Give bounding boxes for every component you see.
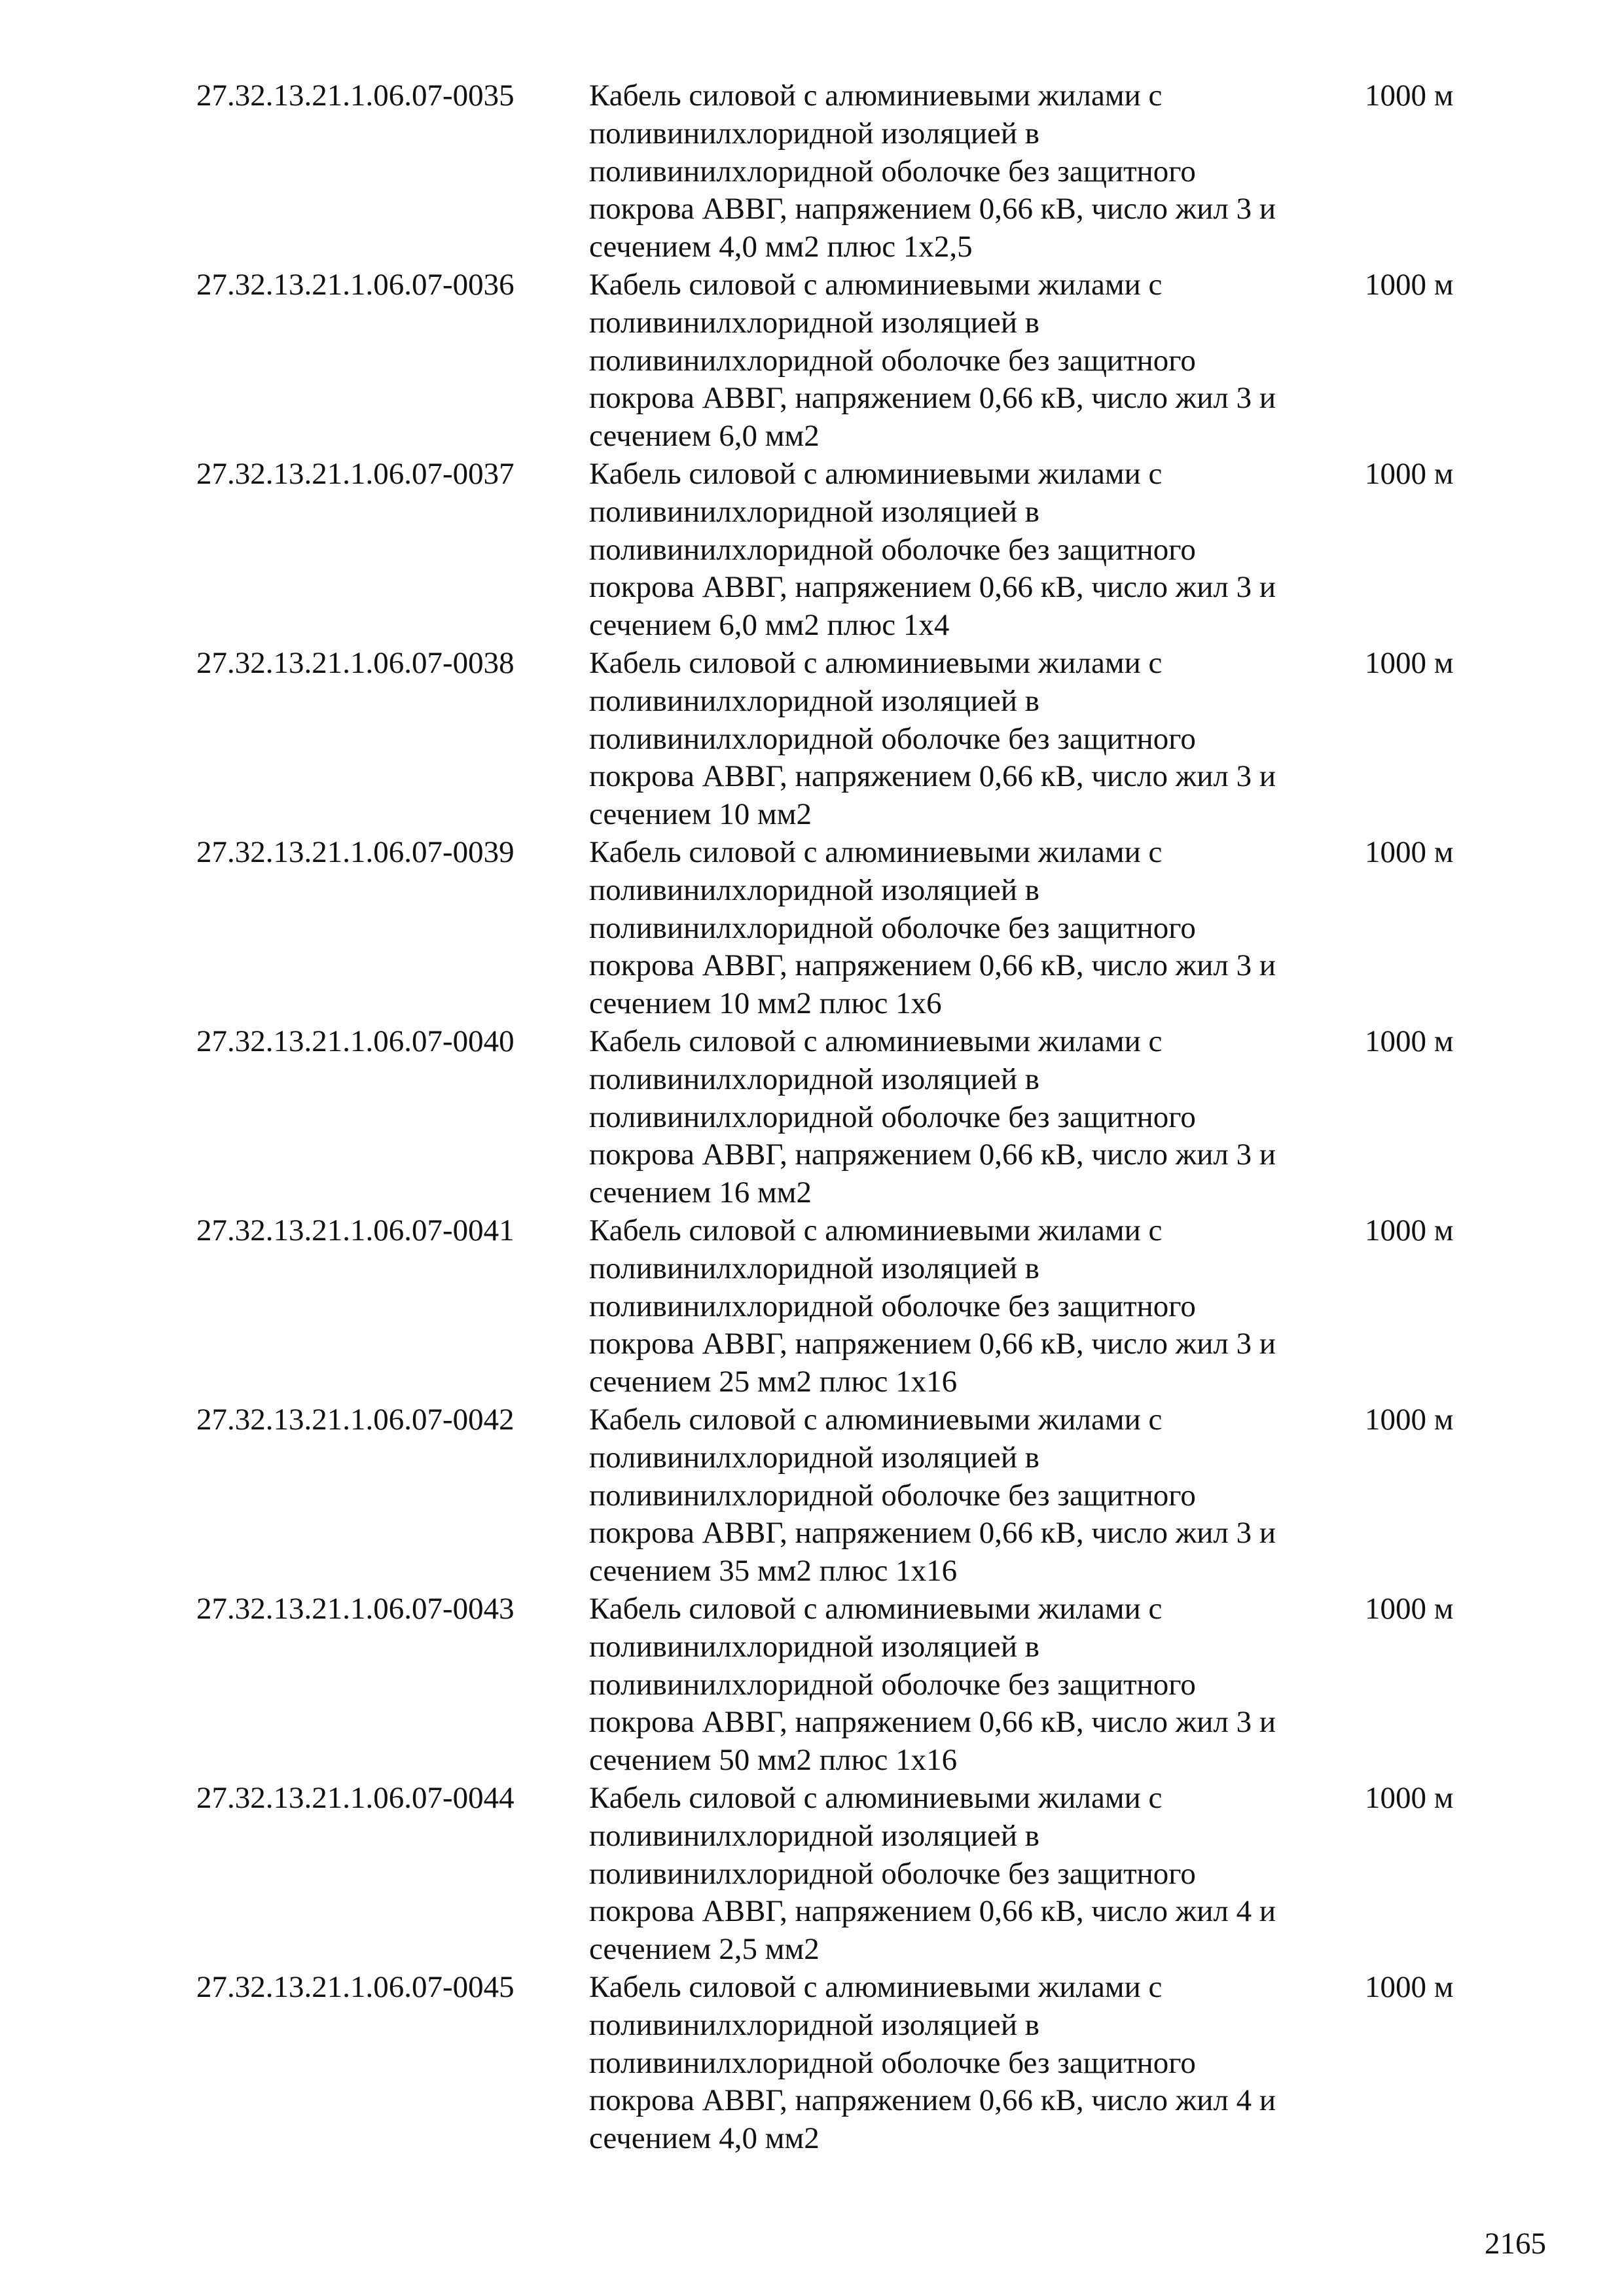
entry-code: 27.32.13.21.1.06.07-0036 — [196, 268, 514, 302]
entry-code: 27.32.13.21.1.06.07-0037 — [196, 457, 514, 491]
description-line: поливинилхлоридной изоляцией в — [589, 2007, 1039, 2042]
description-line: Кабель силовой с алюминиевыми жилами с — [589, 1781, 1163, 1815]
description-line: Кабель силовой с алюминиевыми жилами с — [589, 835, 1163, 869]
description-line: поливинилхлоридной изоляцией в — [589, 872, 1039, 907]
entry-code: 27.32.13.21.1.06.07-0041 — [196, 1213, 514, 1247]
entry-code: 27.32.13.21.1.06.07-0038 — [196, 646, 514, 680]
catalog-entry — [196, 77, 1506, 266]
entry-code: 27.32.13.21.1.06.07-0042 — [196, 1403, 514, 1437]
entry-unit: 1000 м — [1365, 1213, 1454, 1247]
description-line: покрова АВВГ, напряжением 0,66 кВ, число жил 3 и — [589, 1516, 1276, 1551]
description-line: сечением 6,0 мм2 плюс 1х4 — [589, 608, 950, 643]
catalog-entry — [196, 1401, 1506, 1590]
description-line: покрова АВВГ, напряжением 0,66 кВ, число жил 3 и — [589, 948, 1276, 983]
catalog-entry — [196, 1590, 1506, 1780]
entry-unit: 1000 м — [1365, 1024, 1454, 1058]
description-line: Кабель силовой с алюминиевыми жилами с — [589, 1592, 1163, 1626]
entry-unit: 1000 м — [1365, 457, 1454, 491]
description-line: Кабель силовой с алюминиевыми жилами с — [589, 1213, 1163, 1247]
entry-code: 27.32.13.21.1.06.07-0044 — [196, 1781, 514, 1815]
description-line: поливинилхлоридной изоляцией в — [589, 494, 1039, 529]
description-line: покрова АВВГ, напряжением 0,66 кВ, число жил 3 и — [589, 192, 1276, 226]
description-line: покрова АВВГ, напряжением 0,66 кВ, число жил 3 и — [589, 381, 1276, 416]
description-line: поливинилхлоридной оболочке без защитного — [589, 343, 1196, 378]
description-line: сечением 10 мм2 — [589, 797, 812, 832]
description-line: Кабель силовой с алюминиевыми жилами с — [589, 1024, 1163, 1058]
entry-code: 27.32.13.21.1.06.07-0035 — [196, 79, 514, 113]
description-line: сечением 16 мм2 — [589, 1175, 812, 1210]
entry-code: 27.32.13.21.1.06.07-0039 — [196, 835, 514, 869]
description-line: поливинилхлоридной оболочке без защитного — [589, 721, 1196, 756]
description-line: покрова АВВГ, напряжением 0,66 кВ, число жил 3 и — [589, 759, 1276, 794]
description-line: сечением 10 мм2 плюс 1х6 — [589, 986, 942, 1021]
description-line: поливинилхлоридной оболочке без защитного — [589, 1100, 1196, 1134]
catalog-entry — [196, 1969, 1506, 2158]
description-line: поливинилхлоридной оболочке без защитного — [589, 1289, 1196, 1323]
description-line: поливинилхлоридной оболочке без защитного — [589, 154, 1196, 188]
description-line: поливинилхлоридной изоляцией в — [589, 1629, 1039, 1664]
description-line: поливинилхлоридной изоляцией в — [589, 1818, 1039, 1853]
description-line: Кабель силовой с алюминиевыми жилами с — [589, 1403, 1163, 1437]
description-line: сечением 25 мм2 плюс 1х16 — [589, 1365, 958, 1399]
description-line: покрова АВВГ, напряжением 0,66 кВ, число жил 4 и — [589, 2083, 1276, 2118]
description-line: покрова АВВГ, напряжением 0,66 кВ, число жил 3 и — [589, 570, 1276, 605]
description-line: покрова АВВГ, напряжением 0,66 кВ, число жил 3 и — [589, 1138, 1276, 1172]
catalog-entry — [196, 1780, 1506, 1969]
description-line: поливинилхлоридной изоляцией в — [589, 1440, 1039, 1475]
description-line: поливинилхлоридной изоляцией в — [589, 305, 1039, 340]
description-line: Кабель силовой с алюминиевыми жилами с — [589, 1970, 1163, 2004]
description-line: поливинилхлоридной изоляцией в — [589, 683, 1039, 718]
description-line: покрова АВВГ, напряжением 0,66 кВ, число жил 3 и — [589, 1327, 1276, 1361]
catalog-entry-list — [196, 77, 1506, 2158]
catalog-entry — [196, 456, 1506, 645]
entry-unit: 1000 м — [1365, 835, 1454, 869]
description-line: сечением 4,0 мм2 плюс 1х2,5 — [589, 230, 973, 264]
entry-unit: 1000 м — [1365, 79, 1454, 113]
description-line: покрова АВВГ, напряжением 0,66 кВ, число жил 4 и — [589, 1894, 1276, 1929]
description-line: покрова АВВГ, напряжением 0,66 кВ, число жил 3 и — [589, 1705, 1276, 1740]
description-line: Кабель силовой с алюминиевыми жилами с — [589, 79, 1163, 113]
description-line: поливинилхлоридной изоляцией в — [589, 116, 1039, 151]
catalog-entry — [196, 645, 1506, 834]
description-line: Кабель силовой с алюминиевыми жилами с — [589, 268, 1163, 302]
description-line: поливинилхлоридной оболочке без защитного — [589, 910, 1196, 945]
entry-unit: 1000 м — [1365, 646, 1454, 680]
entry-code: 27.32.13.21.1.06.07-0040 — [196, 1024, 514, 1058]
description-line: поливинилхлоридной оболочке без защитного — [589, 1667, 1196, 1702]
entry-unit: 1000 м — [1365, 1970, 1454, 2004]
entry-code: 27.32.13.21.1.06.07-0045 — [196, 1970, 514, 2004]
catalog-entry — [196, 1023, 1506, 1212]
description-line: поливинилхлоридной изоляцией в — [589, 1251, 1039, 1285]
page-number: 2165 — [1485, 2227, 1546, 2261]
catalog-entry — [196, 834, 1506, 1023]
description-line: поливинилхлоридной изоляцией в — [589, 1062, 1039, 1096]
description-line: поливинилхлоридной оболочке без защитного — [589, 2045, 1196, 2080]
description-line: сечением 35 мм2 плюс 1х16 — [589, 1554, 958, 1588]
description-line: сечением 2,5 мм2 — [589, 1932, 820, 1967]
description-line: поливинилхлоридной оболочке без защитного — [589, 1478, 1196, 1513]
entry-unit: 1000 м — [1365, 1403, 1454, 1437]
entry-unit: 1000 м — [1365, 1592, 1454, 1626]
entry-code: 27.32.13.21.1.06.07-0043 — [196, 1592, 514, 1626]
entry-unit: 1000 м — [1365, 268, 1454, 302]
description-line: Кабель силовой с алюминиевыми жилами с — [589, 646, 1163, 680]
description-line: поливинилхлоридной оболочке без защитного — [589, 532, 1196, 567]
catalog-entry — [196, 1212, 1506, 1401]
entry-unit: 1000 м — [1365, 1781, 1454, 1815]
catalog-entry — [196, 266, 1506, 456]
description-line: сечением 6,0 мм2 — [589, 419, 820, 454]
description-line: сечением 50 мм2 плюс 1х16 — [589, 1743, 958, 1778]
description-line: сечением 4,0 мм2 — [589, 2121, 820, 2156]
description-line: поливинилхлоридной оболочке без защитного — [589, 1856, 1196, 1891]
description-line: Кабель силовой с алюминиевыми жилами с — [589, 457, 1163, 491]
